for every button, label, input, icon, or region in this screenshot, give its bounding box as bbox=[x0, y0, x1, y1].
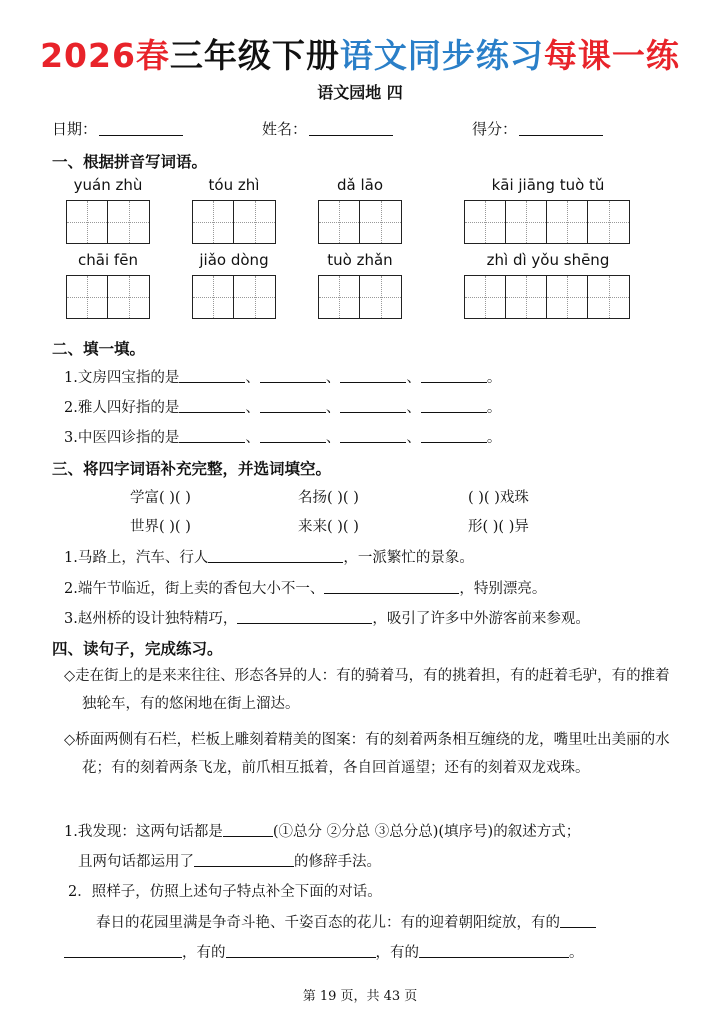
name-field[interactable]: 姓名： bbox=[262, 118, 393, 139]
question-label: 2．照样子，仿照上述句子特点补全下面的对话。 bbox=[68, 884, 382, 900]
page-number: 第 19 页，共 43 页 bbox=[302, 989, 418, 1004]
answer-grid[interactable] bbox=[318, 200, 402, 244]
answer-grid[interactable] bbox=[318, 275, 402, 319]
fill-question: 3.赵州桥的设计独特精巧， ，吸引了许多中外游客前来参观。 bbox=[64, 611, 590, 627]
idiom-blank[interactable]: 世界( )( ) bbox=[130, 519, 191, 535]
fill-question: 1.文房四宝指的是 、 、 、 。 bbox=[64, 370, 502, 386]
title-subject: 语文同步练习 bbox=[339, 36, 544, 75]
fill-question: 2.端午节临近，街上卖的香包大小不一、 ，特别漂亮。 bbox=[64, 581, 547, 597]
score-field[interactable]: 得分： bbox=[472, 118, 603, 139]
lesson-title: 语文园地 四 bbox=[317, 83, 403, 102]
title-year: 2026春 bbox=[40, 36, 170, 75]
answer-grid[interactable] bbox=[66, 275, 150, 319]
fill-question: 2.雅人四好指的是 、 、 、 。 bbox=[64, 400, 502, 416]
pinyin-label: jiǎo dòng bbox=[199, 251, 269, 269]
idiom-blank[interactable]: 名扬( )( ) bbox=[298, 490, 359, 506]
pinyin-label: zhì dì yǒu shēng bbox=[486, 251, 610, 269]
fill-question: 1.马路上，汽车、行人 ，一派繁忙的景象。 bbox=[64, 550, 474, 566]
page-title bbox=[0, 30, 720, 77]
idiom-blank[interactable]: 学富( )( ) bbox=[130, 490, 191, 506]
fill-question: 且两句话都运用了 的修辞手法。 bbox=[78, 854, 381, 870]
pinyin-label: dǎ lāo bbox=[336, 176, 384, 194]
idiom-blank[interactable]: 来来( )( ) bbox=[298, 519, 359, 535]
title-grade: 三年级下册 bbox=[169, 36, 340, 75]
pinyin-label: yuán zhù bbox=[73, 176, 143, 194]
section2-heading: 二、填一填。 bbox=[52, 340, 146, 358]
date-field[interactable]: 日期： bbox=[52, 118, 183, 139]
pinyin-label: tuò zhǎn bbox=[327, 251, 393, 269]
answer-grid[interactable] bbox=[192, 200, 276, 244]
section1-heading: 一、根据拼音写词语。 bbox=[52, 153, 208, 171]
pinyin-label: kāi jiāng tuò tǔ bbox=[491, 176, 605, 194]
pinyin-label: chāi fēn bbox=[78, 251, 138, 269]
answer-grid[interactable] bbox=[464, 200, 630, 244]
answer-grid[interactable] bbox=[464, 275, 630, 319]
answer-grid[interactable] bbox=[66, 200, 150, 244]
fill-question: 春日的花园里满是争奇斗艳、千姿百态的花儿：有的迎着朝阳绽放，有的 bbox=[96, 911, 596, 932]
reading-passage: ◇桥面两侧有石栏，栏板上雕刻着精美的图案：有的刻着两条相互缠绕的龙，嘴里吐出美丽的水花；有的刻着两条飞龙，前爪相互抵着，各自回首遥望；还有的刻着双龙戏珠。 bbox=[64, 732, 670, 776]
fill-question: ，有的 ，有的 。 bbox=[64, 941, 584, 962]
idiom-blank[interactable]: ( )( )戏珠 bbox=[468, 490, 529, 506]
section3-heading: 三、将四字词语补充完整，并选词填空。 bbox=[52, 460, 332, 478]
fill-question: 3.中医四诊指的是 、 、 、 。 bbox=[64, 430, 502, 446]
idiom-blank[interactable]: 形( )( )异 bbox=[468, 519, 529, 535]
reading-passage: ◇走在街上的是来来往往、形态各异的人：有的骑着马，有的挑着担，有的赶着毛驴，有的推着独轮车，有的悠闲地在街上溜达。 bbox=[64, 668, 670, 712]
answer-grid[interactable] bbox=[192, 275, 276, 319]
pinyin-label: tóu zhì bbox=[208, 176, 260, 194]
fill-question: 1.我发现：这两句话都是 (①总分 ②分总 ③总分总)(填序号)的叙述方式； bbox=[64, 824, 581, 840]
section4-heading: 四、读句子，完成练习。 bbox=[52, 640, 223, 658]
title-tag: 每课一练 bbox=[543, 36, 680, 75]
